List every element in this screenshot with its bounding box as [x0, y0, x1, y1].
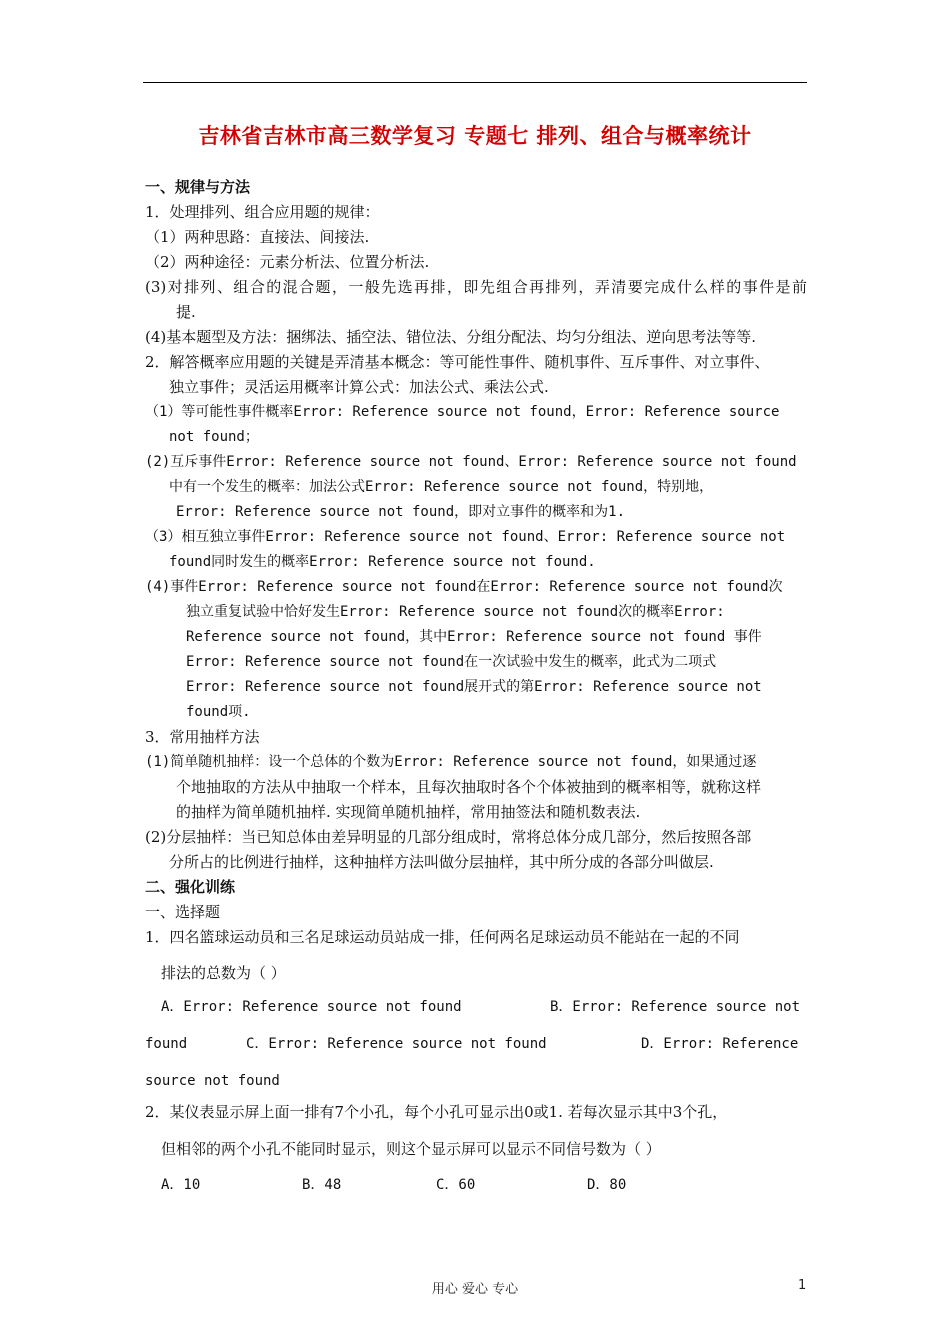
text-line: (4)基本题型及方法：捆绑法、插空法、错位法、分组分配法、均匀分组法、逆向思考法等等.: [145, 328, 757, 346]
text-line: Error: Reference source not found展开式的第Error: Reference source not: [186, 679, 762, 695]
text-line: 中有一个发生的概率：加法公式Error: Reference source not found，特别地，: [169, 479, 714, 495]
text-line: 独立事件；灵活运用概率计算公式：加法公式、乘法公式.: [169, 378, 549, 396]
option-a: A．10: [161, 1177, 201, 1193]
text-line: 2．解答概率应用题的关键是弄清基本概念：等可能性事件、随机事件、互斥事件、对立事件、: [145, 353, 770, 371]
option-b-cont: found: [145, 1036, 188, 1052]
text-line: (2)互斥事件Error: Reference source not found、Error: Reference source not found: [145, 454, 797, 470]
text-line: (2)分层抽样：当已知总体由差异明显的几部分组成时，常将总体分成几部分，然后按照各部: [145, 828, 752, 846]
text-line: (4)事件Error: Reference source not found在Error: Reference source not found次: [145, 579, 783, 595]
option-c: C．Error: Reference source not found: [246, 1036, 547, 1052]
text-line: （2）两种途径：元素分析法、位置分析法.: [145, 253, 430, 271]
text-line: 1．处理排列、组合应用题的规律：: [145, 203, 380, 221]
option-a: A．Error: Reference source not found: [161, 999, 462, 1015]
text-line: 个地抽取的方法从中抽取一个样本，且每次抽取时各个个体被抽到的概率相等，就称这样: [176, 778, 762, 796]
text-line: 一、选择题: [145, 903, 221, 921]
text-line: （1）两种思路：直接法、间接法.: [145, 228, 370, 246]
text-line: 3．常用抽样方法: [145, 728, 260, 746]
question-text: 1．四名篮球运动员和三名足球运动员站成一排，任何两名足球运动员不能站在一起的不同: [145, 928, 740, 946]
text-line: 独立重复试验中恰好发生Error: Reference source not found次的概率Error:: [186, 604, 725, 620]
option-d: D．80: [587, 1177, 627, 1193]
text-line: Error: Reference source not found，即对立事件的概率和为1.: [176, 504, 626, 520]
text-line: found项.: [186, 704, 251, 720]
text-line: found同时发生的概率Error: Reference source not found.: [169, 554, 596, 570]
header-rule: [143, 82, 807, 83]
text-line: 提.: [176, 303, 196, 321]
text-line: not found；: [169, 429, 259, 445]
text-line: （1）等可能性事件概率Error: Reference source not found，Error: Reference source: [145, 404, 780, 420]
text-line: Error: Reference source not found在一次试验中发生的概率，此式为二项式: [186, 654, 717, 670]
option-b: B．Error: Reference source not: [550, 999, 801, 1015]
question-text: 2．某仪表显示屏上面一排有7个小孔，每个小孔可显示出0或1. 若每次显示其中3个孔，: [145, 1103, 728, 1121]
text-line: 的抽样为简单随机抽样. 实现简单随机抽样，常用抽签法和随机数表法.: [176, 803, 641, 821]
text-line: (3)对排列、组合的混合题，一般先选再排，即先组合再排列，弄清要完成什么样的事件是前: [145, 278, 807, 296]
option-c: C．60: [436, 1177, 476, 1193]
section-heading: 二、强化训练: [145, 878, 236, 896]
page-number: 1: [798, 1278, 807, 1293]
document-title: 吉林省吉林市高三数学复习 专题七 排列、组合与概率统计: [198, 123, 752, 148]
text-line: （3）相互独立事件Error: Reference source not found、Error: Reference source not: [145, 529, 786, 545]
option-d: D．Error: Reference: [641, 1036, 799, 1052]
option-b: B．48: [302, 1177, 342, 1193]
option-d-cont: source not found: [145, 1073, 280, 1089]
page-footer: 用心 爱心 专心: [431, 1282, 519, 1297]
text-line: Reference source not found，其中Error: Reference source not found 事件: [186, 629, 762, 645]
section-heading: 一、规律与方法: [145, 178, 251, 196]
text-line: 分所占的比例进行抽样，这种抽样方法叫做分层抽样，其中所分成的各部分叫做层.: [169, 853, 714, 871]
text-line: (1)简单随机抽样：设一个总体的个数为Error: Reference source not found，如果通过逐: [145, 754, 757, 770]
question-text: 但相邻的两个小孔不能同时显示，则这个显示屏可以显示不同信号数为（ ）: [161, 1140, 661, 1158]
question-text: 排法的总数为（ ）: [161, 964, 286, 982]
